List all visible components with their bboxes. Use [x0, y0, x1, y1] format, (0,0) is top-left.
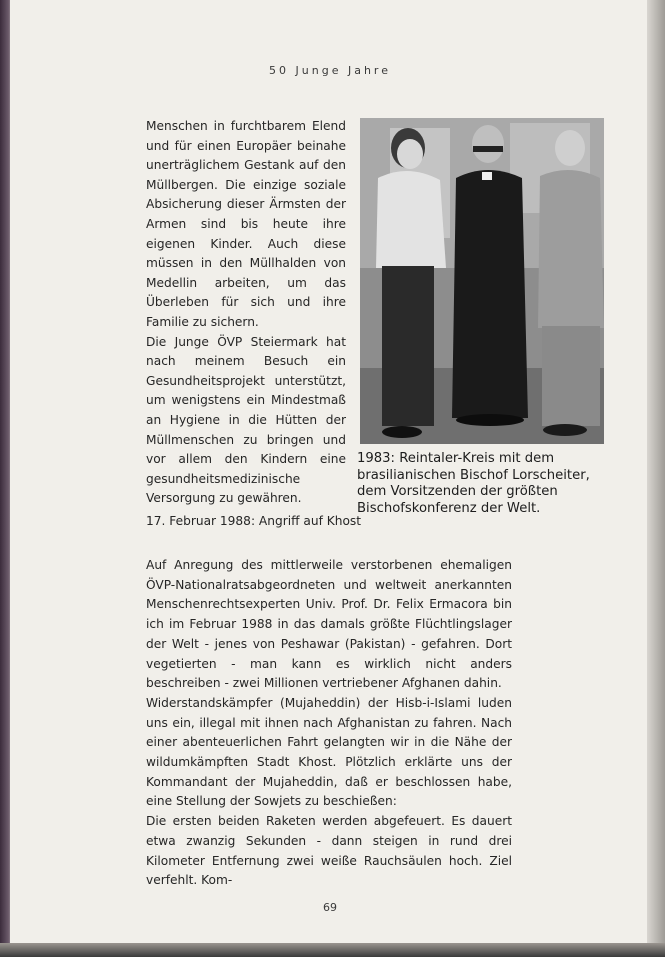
photo-caption: 1983: Reintaler-Kreis mit dem brasilianischen Bischof Lorscheiter, dem Vorsitzenden der größten Bischofskonferenz der Welt.	[357, 451, 590, 516]
book-page	[10, 0, 650, 945]
section-heading: 17. Februar 1988: Angriff auf Khost	[146, 514, 362, 528]
paragraph: Widerstandskämpfer (Mujaheddin) der Hisb-i-Islami luden uns ein, illegal mit ihnen nach Afghanistan zu fahren. Nach einer abenteuerlichen Fahrt gelangten wir in die Nähe der wildumkämpften Stadt Khost. Plötzlich erklärte uns der Kommandant der Mujaheddin, daß er beschlossen habe, eine Stellung der Sowjets zu beschießen:	[146, 695, 512, 809]
photo-illustration	[360, 118, 604, 444]
paragraph: Auf Anregung des mittlerweile verstorbenen ehemaligen ÖVP-Nationalratsabgeordneten und weltweit anerkannten Menschenrechtsexperten Univ. Prof. Dr. Felix Ermacora bin ich im Februar 1988 in das damals größte Flüchtlingslager der Welt - jenes von Peshawar (Pakistan) - gefahren. Dort vegetierten - man kann es wirklich nicht anders beschreiben - zwei Millionen vertriebener Afghanen dahin.	[146, 558, 512, 691]
main-text	[146, 556, 512, 891]
running-header: 50 Junge Jahre	[269, 64, 391, 77]
paragraph: Die Junge ÖVP Steiermark hat nach meinem Besuch ein Gesundheitsprojekt unterstützt, um wenigstens ein Mindestmaß an Hygiene in die Hütten der Müllmenschen zu bringen und vor allem den Kindern eine gesundheitsmedizinische Versorgung zu gewähren.	[146, 334, 346, 506]
page-number: 69	[323, 901, 337, 914]
left-text-column	[146, 117, 346, 509]
paragraph: Menschen in furchtbarem Elend und für einen Europäer beinahe unerträglichem Gestank auf den Müllbergen. Die einzige soziale Absicherung dieser Ärmsten der Armen sind bis heute ihre eigenen Kinder. Auch diese müssen in den Müllhalden von Medellin arbeiten, um das Überleben für sich und ihre Familie zu sichern.	[146, 119, 346, 329]
paragraph: Die ersten beiden Raketen werden abgefeuert. Es dauert etwa zwanzig Sekunden - dann steigen in rund drei Kilometer Entfernung zwei weiße Rauchsäulen hoch. Ziel verfehlt. Kom-	[146, 814, 512, 888]
page-bottom-shadow	[0, 943, 665, 957]
page-edge-shadow	[647, 0, 665, 957]
photo-three-men	[360, 118, 604, 444]
